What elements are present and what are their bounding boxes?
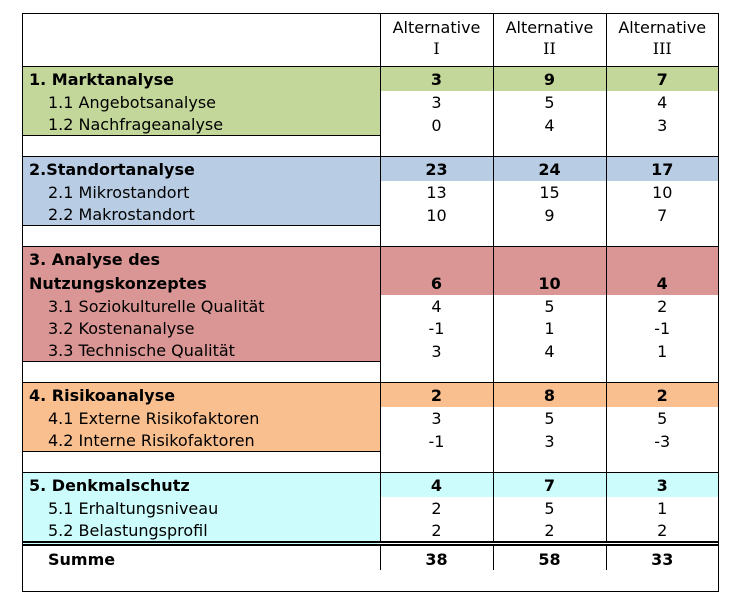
item-value-alt3: 5 <box>606 407 718 429</box>
item-value-alt1: -1 <box>380 429 493 452</box>
item-label: 3.2 Kostenanalyse <box>23 317 380 339</box>
section-row-nutzungskonzept-title <box>23 247 718 272</box>
section-value-alt3: 17 <box>606 157 718 182</box>
item-label: 1.2 Nachfrageanalyse <box>23 113 380 136</box>
header-row <box>23 14 718 67</box>
item-value-alt2: 5 <box>493 91 606 113</box>
spacer-row <box>23 362 718 383</box>
item-value-alt2: 2 <box>493 519 606 544</box>
item-row <box>23 429 718 452</box>
section-value-alt2: 7 <box>493 473 606 498</box>
header-empty-cell <box>23 14 380 67</box>
item-value-alt1: 3 <box>380 407 493 429</box>
item-value-alt2: 4 <box>493 113 606 136</box>
item-value-alt2: 4 <box>493 339 606 362</box>
item-value-alt1: 2 <box>380 519 493 544</box>
item-row <box>23 113 718 136</box>
item-value-alt3: 1 <box>606 497 718 519</box>
item-row <box>23 339 718 362</box>
section-value-alt1: 6 <box>380 271 493 295</box>
section-value-alt3: 3 <box>606 473 718 498</box>
item-value-alt3: 1 <box>606 339 718 362</box>
item-value-alt1: 2 <box>380 497 493 519</box>
item-value-alt1: -1 <box>380 317 493 339</box>
section-value-alt1: 2 <box>380 383 493 408</box>
item-value-alt2: 5 <box>493 295 606 317</box>
section-value-alt1: 4 <box>380 473 493 498</box>
spacer-row <box>23 226 718 247</box>
section-value-alt3: 4 <box>606 271 718 295</box>
item-row <box>23 317 718 339</box>
item-label: 5.2 Belastungsprofil <box>23 519 380 544</box>
evaluation-table <box>23 14 718 570</box>
item-value-alt1: 3 <box>380 91 493 113</box>
item-value-alt2: 1 <box>493 317 606 339</box>
item-row <box>23 181 718 203</box>
item-row <box>23 91 718 113</box>
section-title: 4. Risikoanalyse <box>23 383 380 408</box>
item-row <box>23 407 718 429</box>
item-label: 4.1 Externe Risikofaktoren <box>23 407 380 429</box>
section-value-alt1: 3 <box>380 67 493 92</box>
section-title: 5. Denkmalschutz <box>23 473 380 498</box>
item-row <box>23 519 718 544</box>
item-value-alt2: 5 <box>493 407 606 429</box>
spacer-row <box>23 136 718 157</box>
section-value-alt2: 8 <box>493 383 606 408</box>
item-label: 3.1 Soziokulturelle Qualität <box>23 295 380 317</box>
item-value-alt3: 4 <box>606 91 718 113</box>
evaluation-table-frame <box>22 13 719 592</box>
section-value-alt2: 24 <box>493 157 606 182</box>
item-row <box>23 497 718 519</box>
section-title: 1. Marktanalyse <box>23 67 380 92</box>
item-label: 1.1 Angebotsanalyse <box>23 91 380 113</box>
section-value-alt2: 10 <box>493 271 606 295</box>
item-label: 2.2 Makrostandort <box>23 203 380 226</box>
item-value-alt2: 3 <box>493 429 606 452</box>
section-row-risikoanalyse <box>23 383 718 408</box>
item-value-alt1: 3 <box>380 339 493 362</box>
item-label: 5.1 Erhaltungsniveau <box>23 497 380 519</box>
section-title-line1: 3. Analyse des <box>23 247 380 272</box>
item-value-alt2: 5 <box>493 497 606 519</box>
spacer-row <box>23 452 718 473</box>
summe-value-alt3: 33 <box>606 544 718 571</box>
section-row-marktanalyse <box>23 67 718 92</box>
item-value-alt2: 15 <box>493 181 606 203</box>
item-label: 3.3 Technische Qualität <box>23 339 380 362</box>
section-title: 2.Standortanalyse <box>23 157 380 182</box>
section-value-alt1: 23 <box>380 157 493 182</box>
section-row-nutzungskonzept <box>23 271 718 295</box>
header-alternative-2: Alternative II <box>493 14 606 67</box>
item-value-alt3: -3 <box>606 429 718 452</box>
header-alternative-1: Alternative I <box>380 14 493 67</box>
item-row <box>23 203 718 226</box>
section-row-denkmalschutz <box>23 473 718 498</box>
section-title: Nutzungskonzeptes <box>23 271 380 295</box>
item-value-alt1: 4 <box>380 295 493 317</box>
section-value-alt3: 2 <box>606 383 718 408</box>
item-value-alt3: 10 <box>606 181 718 203</box>
item-value-alt3: -1 <box>606 317 718 339</box>
summe-row <box>23 544 718 571</box>
item-label: 4.2 Interne Risikofaktoren <box>23 429 380 452</box>
item-label: 2.1 Mikrostandort <box>23 181 380 203</box>
section-row-standortanalyse <box>23 157 718 182</box>
summe-value-alt1: 38 <box>380 544 493 571</box>
item-value-alt3: 2 <box>606 519 718 544</box>
summe-value-alt2: 58 <box>493 544 606 571</box>
header-alternative-3: Alternative III <box>606 14 718 67</box>
item-value-alt1: 0 <box>380 113 493 136</box>
item-value-alt3: 7 <box>606 203 718 226</box>
section-value-alt2: 9 <box>493 67 606 92</box>
item-value-alt3: 2 <box>606 295 718 317</box>
item-value-alt1: 13 <box>380 181 493 203</box>
section-value-alt3: 7 <box>606 67 718 92</box>
item-value-alt1: 10 <box>380 203 493 226</box>
item-value-alt3: 3 <box>606 113 718 136</box>
summe-label: Summe <box>23 544 380 571</box>
item-row <box>23 295 718 317</box>
item-value-alt2: 9 <box>493 203 606 226</box>
